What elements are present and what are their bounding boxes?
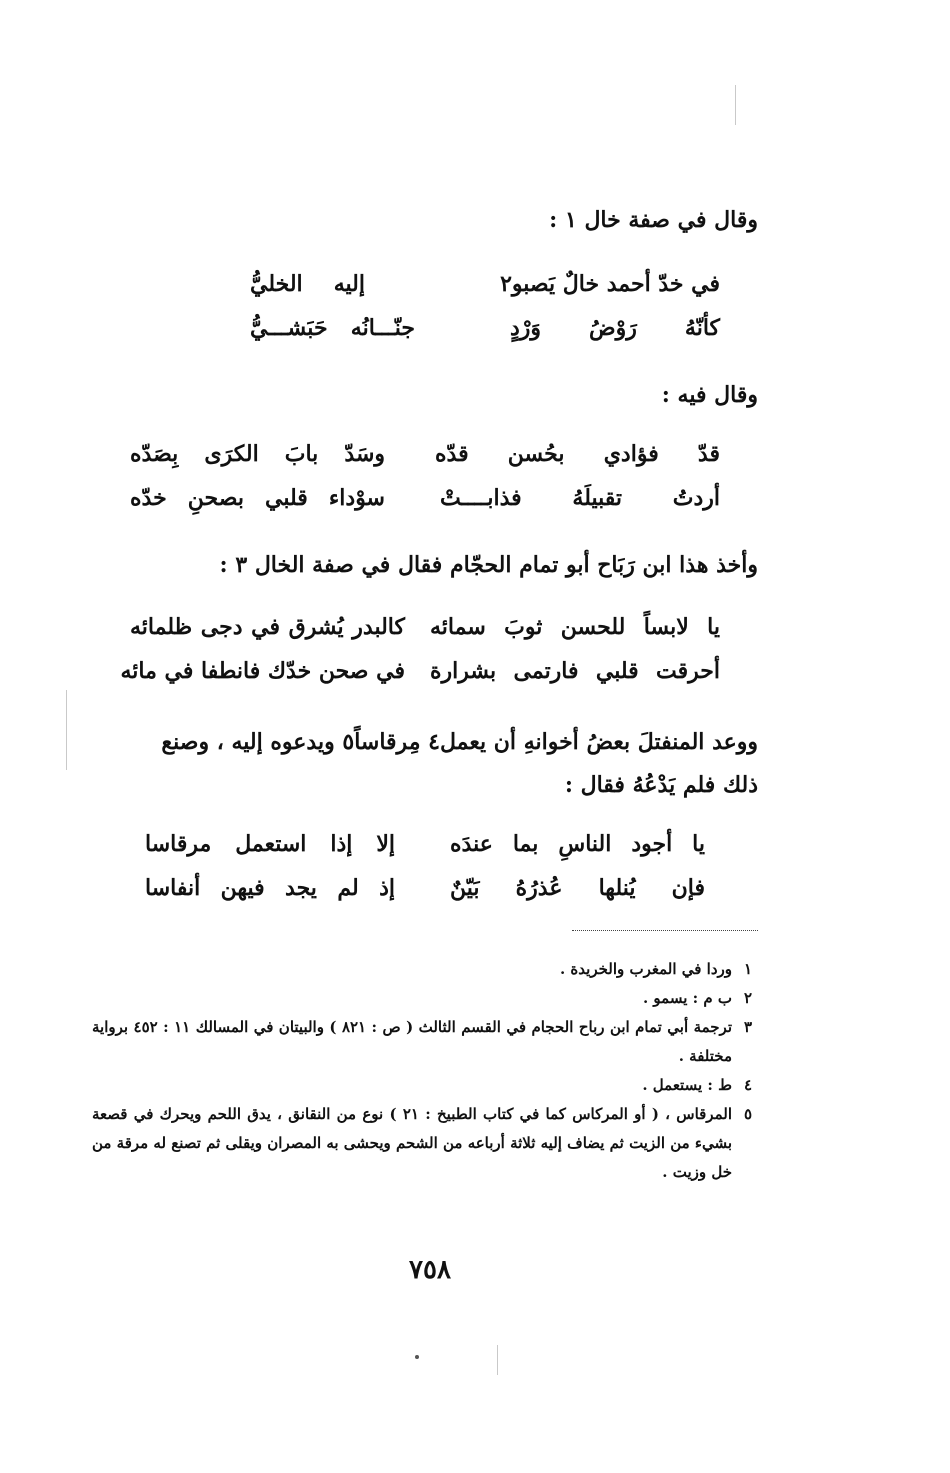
first-hemistich: أردتُ تقبيلَهُ فذابــــتْ	[440, 485, 720, 511]
footnote-number: ٣	[743, 1018, 752, 1036]
first-hemistich: يا أجود الناسِ بما عندَه	[450, 831, 705, 857]
second-hemistich: في صحن خدّك فانطفا في مائه	[120, 658, 405, 684]
verse-line	[250, 262, 720, 306]
section-intro-line: ذلك فلم يَدْعُهُ فقال :	[564, 772, 758, 798]
scan-edge-mark	[497, 1345, 498, 1375]
verse-line	[130, 476, 720, 520]
footnote-text: ب م : يسمو .	[642, 989, 732, 1007]
second-hemistich: إلا إذا استعمل مرقاسا	[145, 831, 395, 857]
first-hemistich: في خدّ أحمد خالٌ يَصبو٢	[500, 271, 720, 297]
page-number: ٧٥٨	[409, 1255, 451, 1285]
footnote	[92, 984, 752, 1013]
footnote-divider	[572, 930, 758, 931]
first-hemistich: يا لابساً للحسن ثوبَ سمائه	[430, 614, 720, 640]
footnote-number: ١	[743, 960, 752, 978]
second-hemistich: إذ لم يجد فيهن أنفاسا	[145, 875, 395, 901]
verse-line	[145, 866, 705, 910]
second-hemistich: إليه الخليُّ	[250, 271, 365, 297]
footnote-text: المرقاس ، ( أو المركاس كما في كتاب الطبيخ : ٢١ ) نوع من النقانق ، يدق اللحم ويحرك في قصعة بشيء من الزيت ثم يضاف إليه ثلاثة أرباعه من الشحم ويحشى به المصران ويقلى ثم تصنع له مرقة من خل وزيت .	[92, 1105, 732, 1181]
verse-line	[250, 306, 720, 350]
scan-edge-mark	[66, 690, 67, 770]
first-hemistich: كأنّهُ رَوْضُ وَرْدٍ	[510, 315, 720, 341]
verse-line	[145, 822, 705, 866]
first-hemistich: أحرقت قلبي فارتمى بشرارة	[430, 658, 720, 684]
poem	[145, 822, 705, 910]
footnote	[92, 955, 752, 984]
verse-line	[120, 649, 720, 693]
verse-line	[130, 432, 720, 476]
footnote-number: ٥	[743, 1105, 752, 1123]
footnote-number: ٢	[743, 989, 752, 1007]
section-intro-line: ووعد المنفتلَ بعضُ أخوانهِ أن يعمل٤ مِرقاساً٥ ويدعوه إليه ، وصنع	[161, 729, 758, 755]
footnote	[92, 1100, 752, 1187]
second-hemistich: سوْداء قلبي بصحنِ خدّه	[130, 485, 385, 511]
footnote-text: ترجمة أبي تمام ابن رباح الحجام في القسم الثالث ( ص : ٨٢١ ) والبيتان في المسالك ١١ : ٤٥٢ برواية مختلفة .	[92, 1018, 733, 1065]
second-hemistich: وسَدّ بابَ الكرَى بِصَدّه	[130, 441, 385, 467]
first-hemistich: قدّ فؤادي بحُسن قدّه	[435, 441, 720, 467]
first-hemistich: فإن يُنلها عُذرُهُ بَيّنٌ	[450, 875, 705, 901]
footnotes	[92, 955, 752, 1187]
footnote-number: ٤	[743, 1076, 752, 1094]
footnote-text: ط : يستعمل .	[642, 1076, 732, 1094]
scan-edge-mark	[735, 85, 736, 125]
footnote	[92, 1071, 752, 1100]
poem	[130, 432, 720, 520]
section-intro: وقال في صفة خال ١ :	[549, 207, 758, 233]
section-intro: وقال فيه :	[661, 382, 758, 408]
verse-line	[130, 605, 720, 649]
second-hemistich: كالبدر يُشرق في دجى ظلمائه	[130, 614, 405, 640]
second-hemistich: جنّـــانُه حَبَشـــيُّ	[250, 315, 415, 341]
poem	[250, 262, 720, 350]
section-intro: وأخذ هذا ابن رَبَاح أبو تمام الحجّام فقال في صفة الخال ٣ :	[219, 552, 758, 578]
footnote	[92, 1013, 752, 1071]
footnote-text: وردا في المغرب والخريدة .	[559, 960, 732, 978]
scan-speck	[415, 1355, 419, 1359]
poem	[120, 605, 720, 693]
